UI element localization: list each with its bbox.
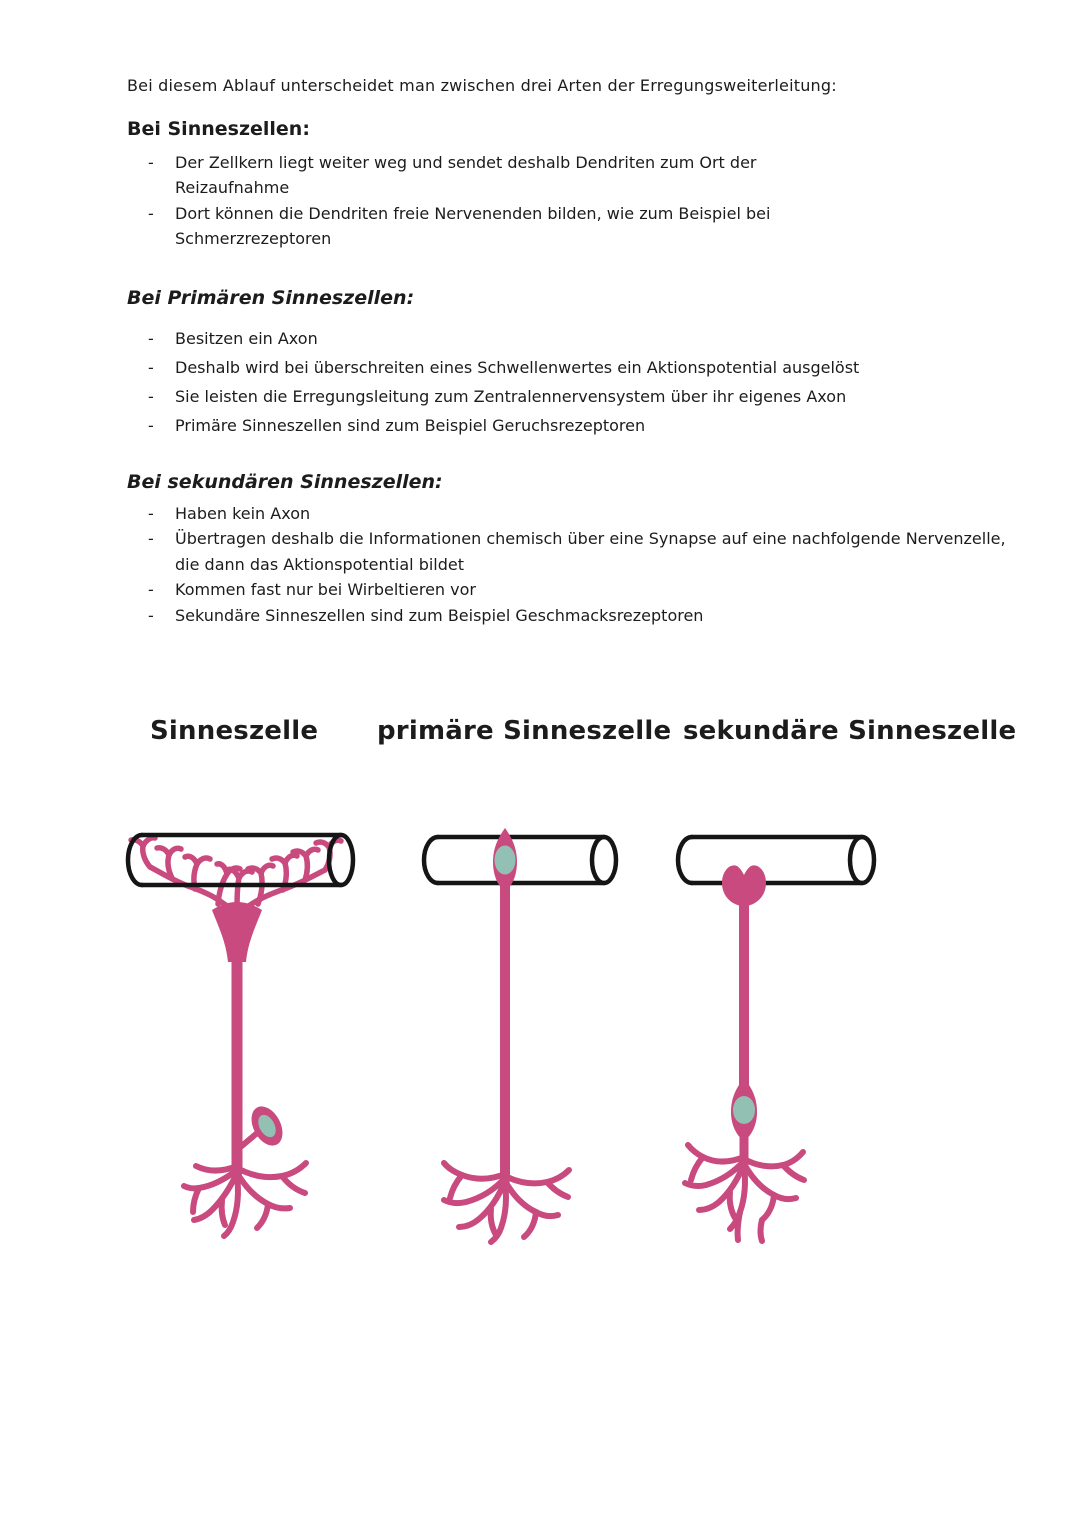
bullet-list-primaere (148, 324, 859, 440)
receptor-tube (678, 837, 874, 883)
figure-label-sinneszelle: Sinneszelle (150, 716, 319, 746)
bullet-item (148, 201, 770, 252)
bullet-dash: - (148, 416, 154, 435)
cell-body (245, 1101, 289, 1151)
bullet-item (148, 603, 1006, 628)
bullet-item (148, 150, 770, 201)
bullet-item (148, 501, 1006, 526)
bullet-text: Der Zellkern liegt weiter weg und sendet deshalb Dendriten zum Ort der Reizaufnahme (175, 153, 757, 198)
intro-text: Bei diesem Ablauf unterscheidet man zwischen drei Arten der Erregungsweiterleitung: (127, 76, 837, 95)
bullet-text: Sie leisten die Erregungsleitung zum Zentralennervensystem über ihr eigenes Axon (175, 387, 847, 406)
figure-label-primaere-sinneszelle: primäre Sinneszelle (377, 716, 672, 746)
bullet-item (148, 353, 859, 382)
bullet-text: Übertragen deshalb die Informationen chemisch über eine Synapse auf eine nachfolgende Nervenzelle, die dann das Aktionspotential bildet (175, 529, 1006, 574)
bullet-text: Primäre Sinneszellen sind zum Beispiel Geruchsrezeptoren (175, 416, 646, 435)
bullet-item (148, 526, 1006, 577)
sensory-cell-figure (0, 820, 1080, 1290)
bullet-dash: - (148, 580, 154, 600)
section-heading-sekundaere-sinneszellen: Bei sekundären Sinneszellen: (127, 470, 443, 493)
bullet-dash: - (148, 504, 154, 523)
terminal-branches (685, 1145, 804, 1241)
section-heading-sinneszellen: Bei Sinneszellen: (127, 117, 310, 140)
primaere-sinneszelle-diagram (424, 828, 616, 1242)
bullet-text: Sekundäre Sinneszellen sind zum Beispiel Geschmacksrezeptoren (175, 605, 704, 625)
receptor-tube (424, 837, 616, 883)
section-heading-primaere-sinneszellen: Bei Primären Sinneszellen: (127, 286, 415, 309)
bullet-dash: - (148, 605, 154, 625)
bullet-dash: - (148, 329, 154, 348)
bullet-item (148, 577, 1006, 602)
sekundaere-sinneszelle-diagram (678, 837, 874, 1241)
sinneszelle-diagram (128, 835, 353, 1236)
bullet-list-sekundaere (148, 501, 1006, 628)
bullet-dash: - (148, 387, 154, 406)
bullet-text: Deshalb wird bei überschreiten eines Schwellenwertes ein Aktionspotential ausgelöst (175, 358, 860, 377)
bullet-text: Besitzen ein Axon (175, 329, 318, 348)
nucleus (495, 846, 516, 875)
bullet-item (148, 382, 859, 411)
bullet-text: Haben kein Axon (175, 504, 311, 523)
bullet-item (148, 324, 859, 353)
bullet-item (148, 411, 859, 440)
bullet-dash: - (148, 153, 154, 172)
figure-label-sekundaere-sinneszelle: sekundäre Sinneszelle (683, 716, 1017, 746)
receptor-bulb (722, 865, 766, 906)
bullet-dash: - (148, 529, 154, 549)
bullet-text: Dort können die Dendriten freie Nervenenden bilden, wie zum Beispiel bei Schmerzrezeptoren (175, 203, 771, 249)
bullet-dash: - (148, 358, 154, 377)
bullet-dash: - (148, 203, 154, 223)
bullet-list-sinneszellen (148, 150, 770, 252)
nucleus (733, 1096, 755, 1124)
bullet-text: Kommen fast nur bei Wirbeltieren vor (175, 580, 476, 600)
terminal-branches (184, 1163, 306, 1236)
terminal-branches (444, 1163, 569, 1242)
